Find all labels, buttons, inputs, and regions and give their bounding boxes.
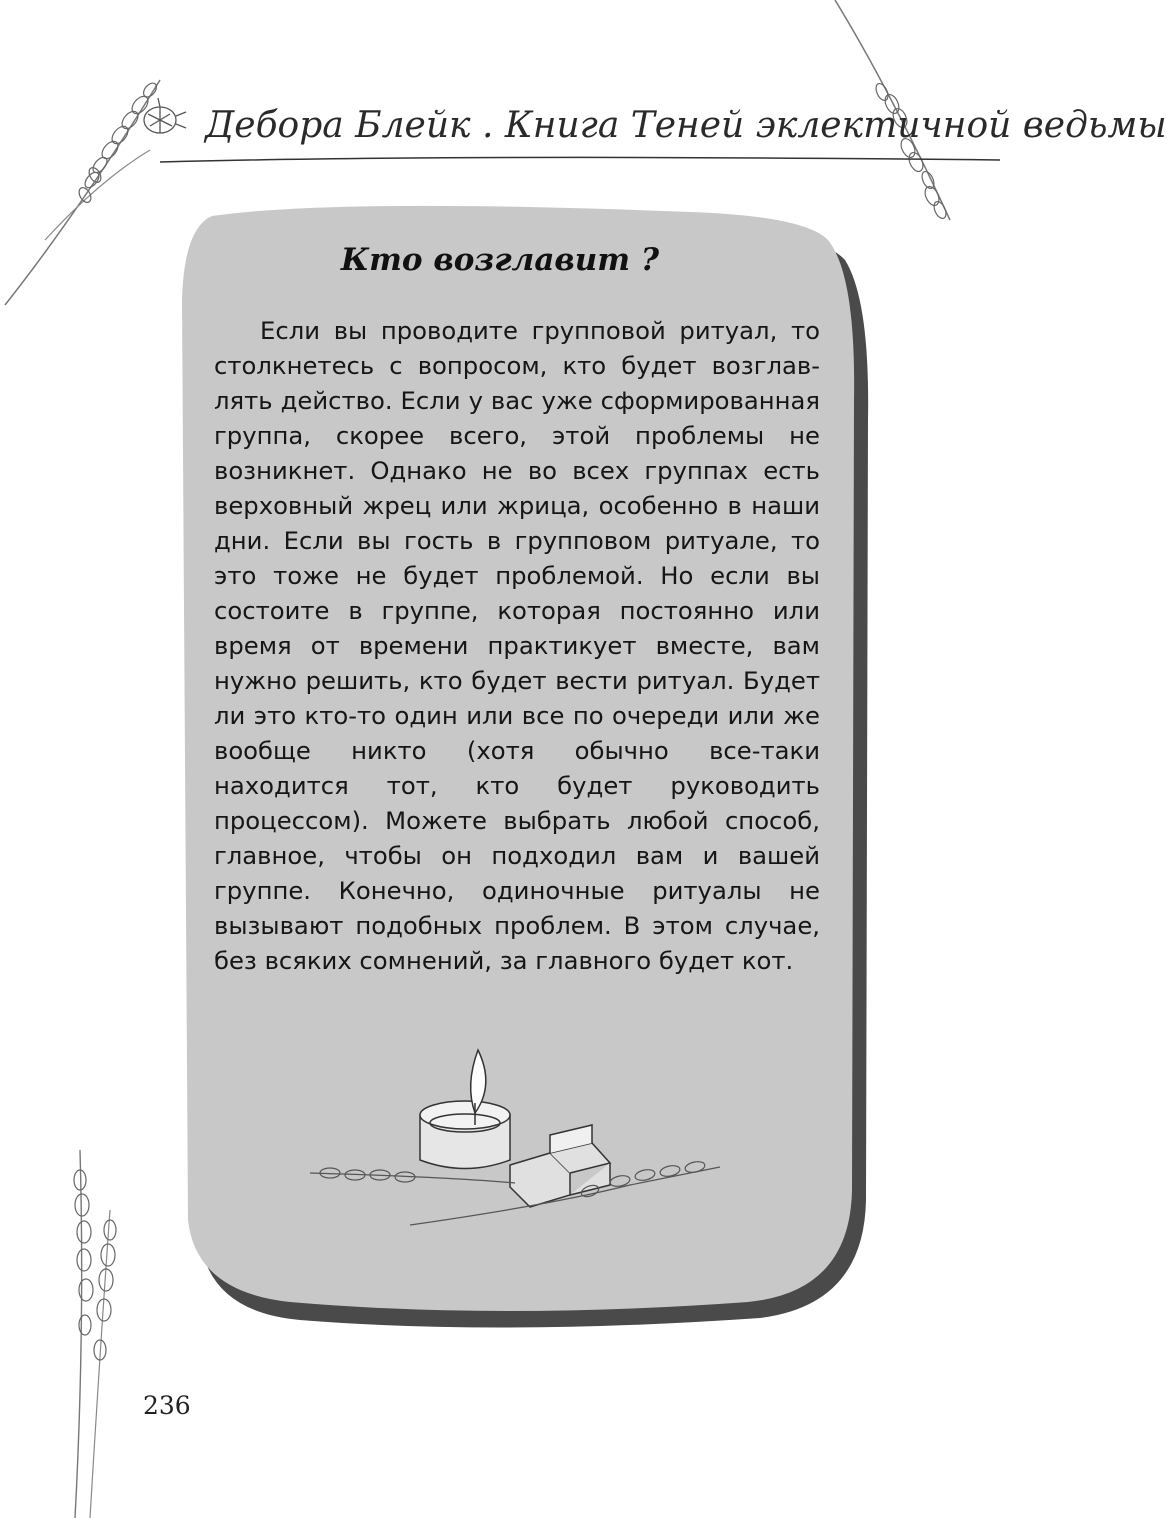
candle-icon — [420, 1050, 510, 1169]
sidebar-box-title: Кто возглавит ? — [340, 242, 660, 278]
sidebar-box-body: Если вы проводите групповой ритуал, то столкнетесь с вопросом, кто будет возглавлять действо. Если у вас уже сформированная группа, скорее всего, этой проблемы не возникнет. Однако не во всех группах есть верховный жрец или жрица, особенно в наши дни. Если вы гость в групповом ритуале, то это тоже не будет проблемой. Но если вы состоите в группе, которая постоянно или время от времени практикует вместе, вам нужно решить, кто будет вести ритуал. Будет ли это кто-то один или все по очереди или же вообще никто (хотя обычно все-таки находится тот, кто будет руководить процессом). Можете выбрать любой способ, главное, чтобы он подходил вам и вашей группе. Конечно, одиночные ритуалы не вызывают подобных проблем. В этом случае, без всяких сомнений, за главного будет кот. — [214, 316, 820, 975]
candle-illustration — [300, 1045, 740, 1245]
page-number: 236 — [143, 1391, 191, 1420]
lavender-sprig-bottom-left-icon — [40, 1150, 150, 1518]
running-header-title: Дебора Блейк . Книга Теней эклектичной ведьмы — [205, 105, 1167, 146]
